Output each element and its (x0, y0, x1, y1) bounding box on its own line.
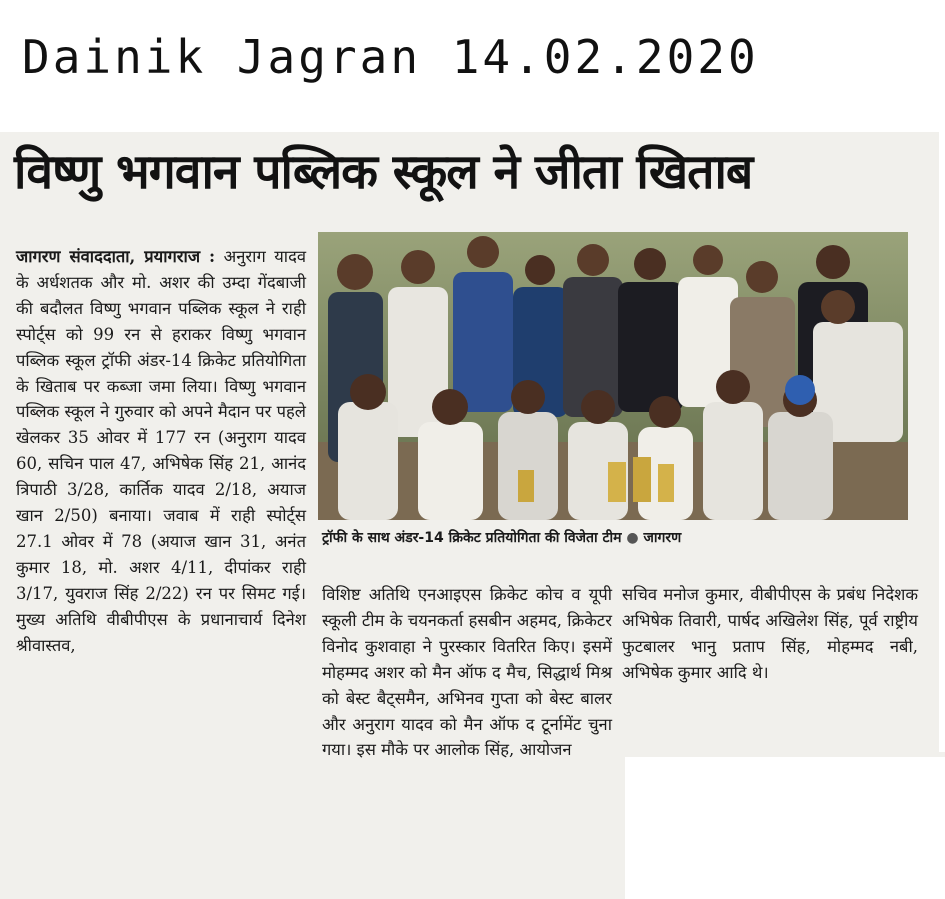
article-column-3: सचिव मनोज कुमार, वीबीपीएस के प्रबंध निदेशक अभिषेक तिवारी, पार्षद अखिलेश सिंह, पूर्व राष्ट्रीय फुटबालर भानु प्रताप सिंह, मोहम्मद नबी, अभिषेक कुमार आदि थे। (622, 585, 918, 682)
source-caption: Dainik Jagran 14.02.2020 (22, 30, 759, 84)
photo-caption-text: ट्रॉफी के साथ अंडर-14 क्रिकेट प्रतियोगिता की विजेता टीम (322, 530, 622, 546)
article-column-2: विशिष्ट अतिथि एनआइएस क्रिकेट कोच व यूपी स्कूली टीम के चयनकर्ता हसबीन अहमद, क्रिकेटर विनोद कुशवाहा ने पुरस्कार वितरित किए। इसमें मोहम्मद अशर को मैन ऑफ द मैच, सिद्धार्थ मिश्र को बेस्ट बैट्समैन, अभिनव गुप्ता को बेस्ट बालर और अनुराग यादव को मैन ऑफ द टूर्नामेंट चुना गया। इस मौके पर आलोक सिंह, आयोजन (322, 585, 612, 760)
article-column-1-text: अनुराग यादव के अर्धशतक और मो. अशर की उम्दा गेंदबाजी की बदौलत विष्णु भगवान पब्लिक स्कूल ने राही स्पोर्ट्स को 99 रन से हराकर विष्णु भगवान पब्लिक स्कूल ट्रॉफी अंडर-14 क्रिकेट प्रतियोगिता के खिताब पर कब्जा जमा लिया। विष्णु भगवान पब्लिक स्कूल ने गुरुवार को अपने मैदान पर पहले खेलकर 35 ओवर में 177 रन (अनुराग यादव 60, सचिन पाल 47, अभिषेक सिंह 21, आनंद त्रिपाठी 3/28, कार्तिक यादव 2/18, अयाज खान 2/50) बनाया। जवाब में राही स्पोर्ट्स 27.1 ओवर में 78 (अयाज खान 31, अनंत कुमार 18, मो. अशर 4/11, दीपांकर राही 3/17, युवराज सिंह 2/22) रन पर सिमट गई। मुख्य अतिथि वीबीपीएस के प्रधानाचार्य दिनेश श्रीवास्तव, (16, 247, 306, 655)
blank-area (625, 757, 945, 899)
photo-caption (322, 528, 912, 547)
article-column-1 (16, 244, 306, 659)
team-photo-illustration (318, 232, 908, 520)
clipping-edge (939, 132, 945, 752)
article-headline: विष्णु भगवान पब्लिक स्कूल ने जीता खिताब (14, 144, 753, 200)
photo-credit: जागरण (643, 530, 682, 546)
camera-icon: ● (626, 530, 644, 546)
article-dateline: जागरण संवाददाता, प्रयागराज : (16, 247, 216, 266)
team-photo (318, 232, 908, 520)
